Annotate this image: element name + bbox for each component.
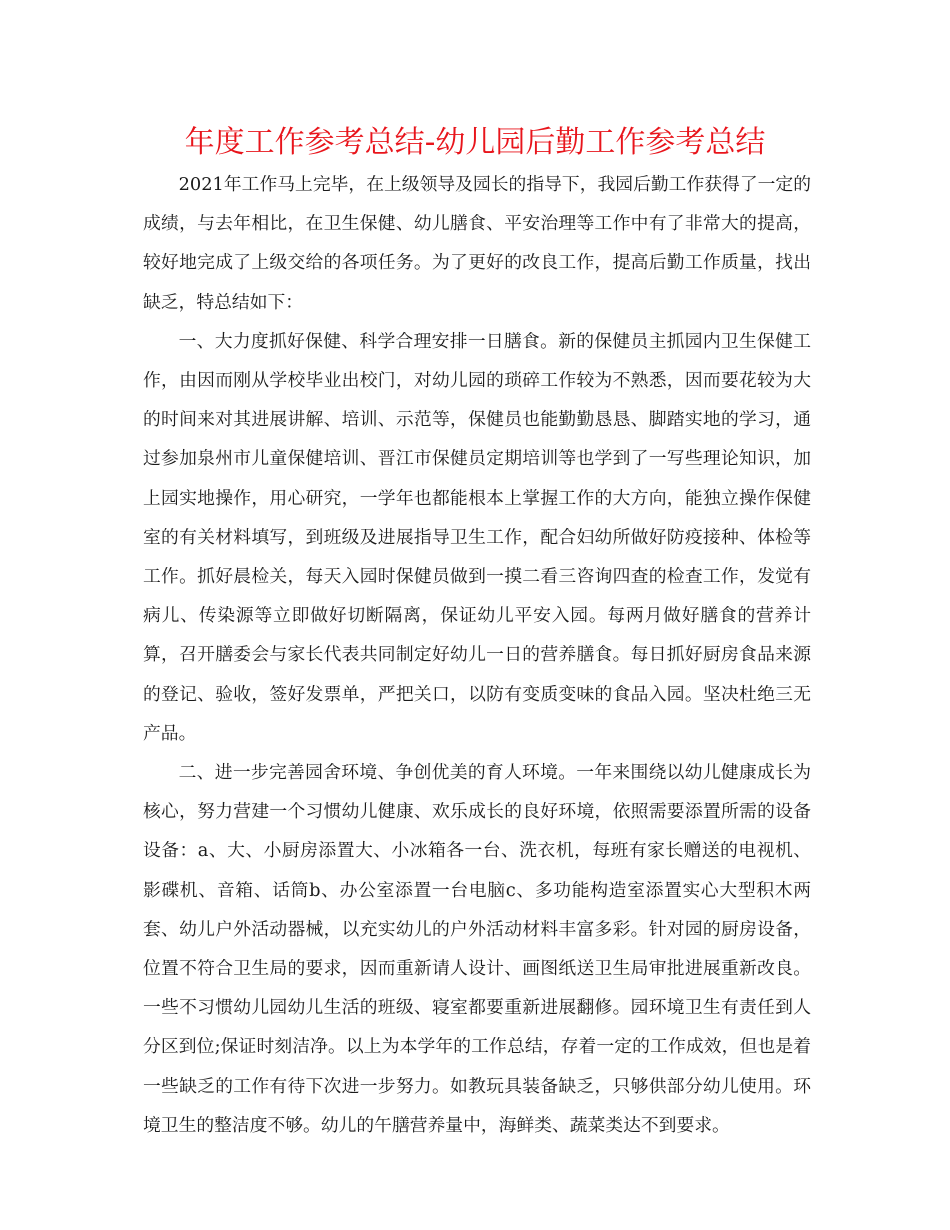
document-body (143, 165, 811, 1145)
paragraph-health-diet: 一、大力度抓好保健、科学合理安排一日膳食。新的保健员主抓园内卫生保健工作，由因而刚从学校毕业出校门，对幼儿园的琐碎工作较为不熟悉，因而要花较为大的时间来对其进展讲解、培训、示范等，保健员也能勤勤恳恳、脚踏实地的学习，通过参加泉州市儿童保健培训、晋江市保健员定期培训等也学到了一写些理论知识，加上园实地操作，用心研究，一学年也都能根本上掌握工作的大方向，能独立操作保健室的有关材料填写，到班级及进展指导卫生工作，配合妇幼所做好防疫接种、体检等工作。抓好晨检关，每天入园时保健员做到一摸二看三咨询四查的检查工作，发觉有病儿、传染源等立即做好切断隔离，保证幼儿平安入园。每两月做好膳食的营养计算，召开膳委会与家长代表共同制定好幼儿一日的营养膳食。每日抓好厨房食品来源的登记、验收，签好发票单，严把关口，以防有变质变味的食品入园。坚决杜绝三无产品。 (143, 330, 811, 744)
document-title: 年度工作参考总结-幼儿园后勤工作参考总结 (184, 125, 766, 160)
paragraph-environment: 二、进一步完善园舍环境、争创优美的育人环境。一年来围绕以幼儿健康成长为核心，努力营建一个习惯幼儿健康、欢乐成长的良好环境，依照需要添置所需的设备设备：a、大、小厨房添置大、小冰箱各一台、洗衣机，每班有家长赠送的电视机、影碟机、音箱、话筒b、办公室添置一台电脑c、多功能构造室添置实心大型积木两套、幼儿户外活动器械，以充实幼儿的户外活动材料丰富多彩。针对园的厨房设备，位置不符合卫生局的要求，因而重新请人设计、画图纸送卫生局审批进展重新改良。一些不习惯幼儿园幼儿生活的班级、寝室都要重新进展翻修。园环境卫生有责任到人分区到位;保证时刻洁净。以上为本学年的工作总结，存着一定的工作成效，但也是着一些缺乏的工作有待下次进一步努力。如教玩具装备缺乏，只够供部分幼儿使用。环境卫生的整洁度不够。幼儿的午膳营养量中，海鲜类、蔬菜类达不到要求。 (143, 762, 811, 1136)
paragraph-intro: 2021年工作马上完毕，在上级领导及园长的指导下，我园后勤工作获得了一定的成绩，与去年相比，在卫生保健、幼儿膳食、平安治理等工作中有了非常大的提高，较好地完成了上级交给的各项任务。为了更好的改良工作，提高后勤工作质量，找出缺乏，特总结如下： (143, 174, 811, 313)
